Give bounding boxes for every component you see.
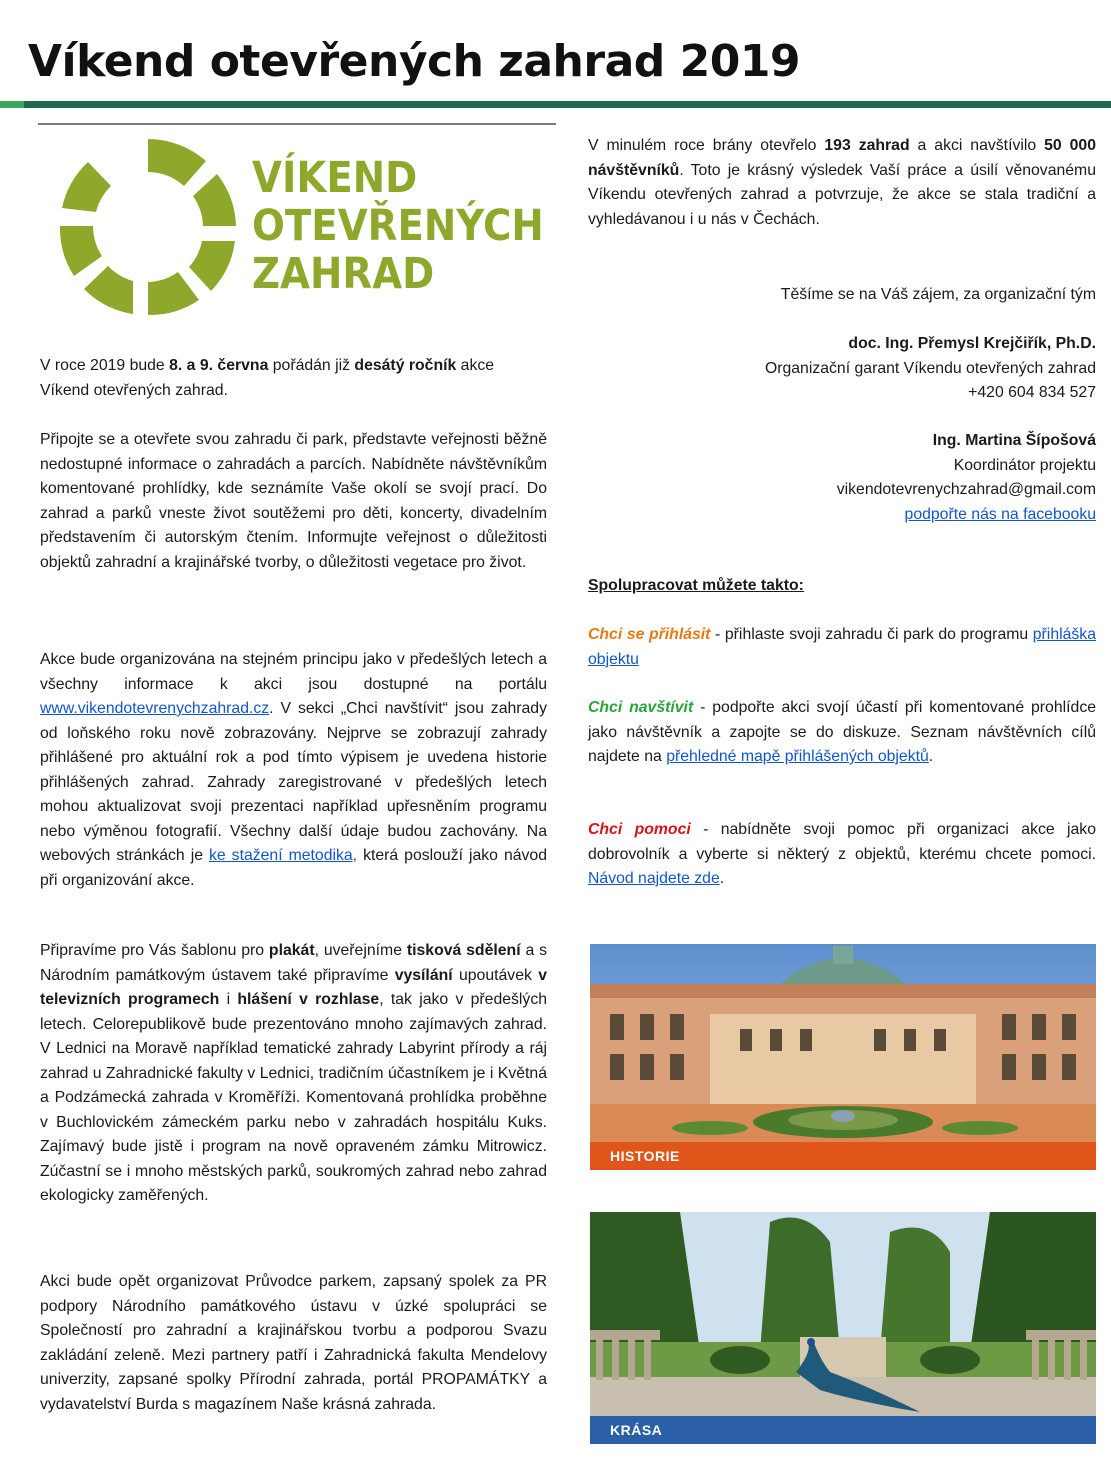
- left-column-p3: [40, 648, 547, 893]
- closing-text: Těšíme se na Váš zájem, za organizační tým: [780, 286, 1096, 303]
- event-logo: [56, 134, 544, 319]
- text: Akce bude organizována na stejném principu jako v předešlých letech a všechny informace k akci jsou dostupné na portálu: [40, 651, 547, 693]
- guide-link[interactable]: Návod najdete zde: [588, 870, 720, 887]
- photo-label-historie: HISTORIE: [590, 1142, 1096, 1170]
- text: V minulém roce brány otevřelo: [588, 137, 825, 154]
- bold-text: hlášení v rozhlase: [237, 991, 380, 1008]
- photo-historie: [590, 944, 1096, 1170]
- text: , tak jako v předešlých letech. Celorepublikově bude prezentováno mnoho zajímavých zahrad. V Lednici na Moravě například tematické zahrady Labyrint přírody a ráj zahrad u Zahradnické fakulty v Lednici, tradičním účastníkem je i Květná a Podzámecká zahrada v Kroměříži. Komentovaná prohlídka proběhne v Buchlovickém zámeckém parku nebo v zahradách hospitálu Kuks. Zajímavý bude jistě i program na nově opraveném zámku Mitrowicz. Zúčastní se i mnoho městských parků, soukromých zahrad nebo zahrad ekologicky zaměřených.: [40, 991, 547, 1204]
- text: . V sekci „Chci navštívit“ jsou zahrady od loňského roku nově zobrazovány. Nejprve se zobrazují zahrady přihlášené pro aktuální rok a pod tímto výpisem je uvedena historie přihlášených zahrad. Zahrady zaregistrované v předešlých letech mohou aktualizovat svoji prezentaci například upřesněním programu nebo výměnou fotografií. Všechny další údaje budou zachovány. Na webových stránkách je: [40, 700, 547, 864]
- cooperate-heading-block: [588, 574, 1096, 599]
- register-label: Chci se přihlásit: [588, 626, 711, 643]
- text: akce Víkend otevřených zahrad.: [40, 357, 495, 399]
- organization-paragraph: [40, 648, 547, 893]
- promotion-paragraph: [40, 939, 547, 1209]
- bold-text: 50 000 návštěvníků: [588, 137, 1096, 179]
- logo-line: OTEVŘENÝCH: [252, 201, 544, 251]
- contact-coordinator: [588, 429, 1096, 527]
- edition-highlight: desátý ročník: [354, 357, 457, 374]
- text: a akci navštívilo: [909, 137, 1045, 154]
- right-intro: [588, 134, 1096, 232]
- text: .: [928, 748, 934, 765]
- coordinator-name: Ing. Martina Šípošová: [932, 432, 1096, 449]
- join-paragraph: Připojte se a otevřete svou zahradu či park, představte veřejnosti běžně nedostupné informace o zahradách a parcích. Nabídněte návštěvníkům komentované prohlídky, kde seznámíte Vaše okolí se svojí prací. Do zahrad a parků vneste život soutěžemi pro děti, koncerty, divadelním představením či autorským čtením. Informujte veřejnost o důležitosti objektů zahradní a krajinářské tvorby, o důležitosti vegetace pro život.: [40, 431, 547, 571]
- coordinator-email: vikendotevrenychzahrad@gmail.com: [836, 481, 1096, 498]
- text: která poslouží jako návod při organizování akce.: [40, 847, 547, 889]
- closing-line: [588, 283, 1096, 308]
- text: Připravíme pro Vás šablonu pro: [40, 942, 269, 959]
- option-visit: [588, 696, 1096, 770]
- text: . Toto je krásný výsledek Vaší práce a úsilí věnovanému Víkendu otevřených zahrad a potvrzuje, že akce se stala tradiční a vyhledávanou i u nás v Čechách.: [588, 161, 1096, 228]
- organizer-phone: +420 604 834 527: [968, 384, 1096, 401]
- date-highlight: 8. a 9. června: [169, 357, 269, 374]
- logo-line: VÍKEND: [252, 153, 418, 203]
- bold-text: vysílání: [394, 966, 453, 984]
- map-link[interactable]: přehledné mapě přihlášených objektů: [666, 748, 929, 765]
- option-help: [588, 818, 1096, 892]
- chateau-illustration: [590, 944, 1096, 1170]
- logo-top-rule: [38, 123, 556, 125]
- garden-illustration: [590, 1212, 1096, 1444]
- left-column: [40, 354, 547, 403]
- bold-text: tisková sdělení: [406, 942, 521, 959]
- text: i: [219, 991, 238, 1008]
- portal-link[interactable]: www.vikendotevrenychzahrad.cz: [40, 700, 270, 717]
- left-column-p2: [40, 428, 547, 575]
- text: a s Národním památkovým ústavem také připravíme: [40, 942, 548, 984]
- text: , uveřejníme: [314, 942, 407, 959]
- title-divider: [0, 101, 1111, 108]
- photo-krasa: [590, 1212, 1096, 1444]
- text: pořádán již: [268, 357, 355, 374]
- facebook-link[interactable]: podpořte nás na facebooku: [904, 505, 1096, 523]
- photo-label-krasa: KRÁSA: [590, 1416, 1096, 1444]
- text: upoutávek: [452, 966, 539, 984]
- help-label: Chci pomoci: [588, 821, 691, 838]
- left-column-p5: [40, 1270, 547, 1417]
- bold-text: plakát: [268, 942, 315, 959]
- contact-organizer: [588, 332, 1096, 406]
- visit-label: Chci navštívit: [588, 699, 694, 716]
- logo-ring-icon: [56, 134, 246, 319]
- text: - nabídněte svoji pomoc při organizaci akce jako dobrovolník a vyberte si některý z objektů, kterému chcete pomoci.: [588, 821, 1096, 863]
- organizer-role: Organizační garant Víkendu otevřených zahrad: [764, 359, 1096, 377]
- cooperate-heading: Spolupracovat můžete takto:: [588, 577, 804, 594]
- bold-text: 193 zahrad: [824, 137, 910, 154]
- left-column-p4: [40, 939, 547, 1209]
- registration-link[interactable]: přihláška objektu: [588, 626, 1096, 668]
- organizer-name: doc. Ing. Přemysl Krejčiřík, Ph.D.: [848, 335, 1096, 352]
- bold-text: v televizních programech: [40, 966, 547, 1008]
- logo-line: ZAHRAD: [252, 249, 435, 299]
- methodology-link[interactable]: ke stažení metodika,: [209, 847, 358, 864]
- last-year-paragraph: [588, 134, 1096, 232]
- text: - přihlaste svoji zahradu či park do programu: [710, 626, 1033, 643]
- partners-paragraph: Akci bude opět organizovat Průvodce parkem, zapsaný spolek za PR podpory Národního památkového ústavu v úzké spolupráci se Společností pro zahradní a krajinářskou tvorbu a podporou Svazu zakládání zeleně. Mezi partnery patří i Zahradnická fakulta Mendelovy univerzity, zapsané spolky Přírodní zahrada, portál PROPAMÁTKY a vydavatelství Burda s magazínem Naše krásná zahrada.: [40, 1273, 547, 1413]
- logo-wordmark: [252, 154, 544, 298]
- text: - podpořte akci svojí účastí při komentované prohlídce jako návštěvník a zapojte se do diskuze. Seznam návštěvních cílů najdete na: [588, 699, 1096, 765]
- option-register: [588, 623, 1096, 672]
- intro-paragraph: [40, 354, 547, 403]
- text: V roce 2019 bude: [40, 357, 170, 374]
- page-title: Víkend otevřených zahrad 2019: [28, 36, 801, 87]
- text: .: [719, 870, 725, 887]
- coordinator-role: Koordinátor projektu: [953, 456, 1096, 474]
